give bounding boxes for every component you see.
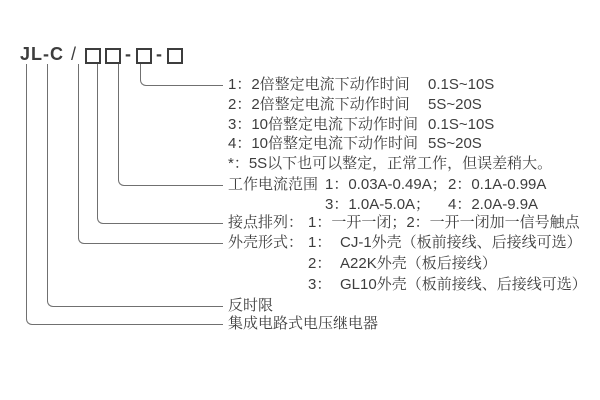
time-code-range: 0.1S~10S xyxy=(428,76,495,93)
current-range-label: 工作电流范围 xyxy=(228,176,319,193)
contacts-label: 接点排列： xyxy=(228,214,304,231)
time-code-row-2 xyxy=(228,95,482,115)
inverse-time-label: 反时限 xyxy=(228,297,274,314)
model-dash-separator-2: - xyxy=(156,44,164,64)
enclosure-option-desc: GL10外壳（板前接线、后接线可选） xyxy=(340,276,587,293)
contacts-row xyxy=(228,213,580,233)
model-placeholder-box-4 xyxy=(167,48,183,64)
model-slash-separator: / xyxy=(71,44,78,64)
enclosure-row-1 xyxy=(228,233,582,253)
enclosure-option-desc: A22K外壳（板后接线） xyxy=(340,255,497,272)
time-code-desc: 1：2倍整定电流下动作时间 xyxy=(228,76,410,93)
leader-line-time-code xyxy=(140,64,223,86)
time-code-row-3 xyxy=(228,115,495,135)
enclosure-option-num: 2： xyxy=(308,255,332,272)
model-prefix: JL-C xyxy=(20,44,64,64)
time-code-desc: 4：10倍整定电流下动作时间 xyxy=(228,135,419,152)
inverse-time-row xyxy=(228,296,273,316)
model-dash-separator-1: - xyxy=(125,44,133,64)
time-code-row-4 xyxy=(228,134,482,154)
enclosure-option-num: 3： xyxy=(308,276,332,293)
current-range-option-4: 4：2.0A-9.9A xyxy=(448,196,539,213)
time-code-desc: 2：2倍整定电流下动作时间 xyxy=(228,96,410,113)
time-code-note xyxy=(228,154,552,174)
time-code-range: 5S~20S xyxy=(428,135,482,152)
current-range-option-1: 1：0.03A-0.49A； xyxy=(325,176,447,193)
model-placeholder-box-1 xyxy=(85,48,101,64)
model-placeholder-box-2 xyxy=(105,48,121,64)
enclosure-option-desc: CJ-1外壳（板前接线、后接线可选） xyxy=(340,234,582,251)
time-code-row-1 xyxy=(228,75,495,95)
time-code-range: 0.1S~10S xyxy=(428,116,495,133)
product-type-label: 集成电路式电压继电器 xyxy=(228,315,379,332)
time-code-range: 5S~20S xyxy=(428,96,482,113)
current-range-option-2: 2：0.1A-0.99A xyxy=(448,176,547,193)
enclosure-label: 外壳形式： xyxy=(228,234,304,251)
time-code-desc: 3：10倍整定电流下动作时间 xyxy=(228,116,419,133)
contacts-options: 1：一开一闭；2：一开一闭加一信号触点 xyxy=(308,214,580,231)
enclosure-option-num: 1： xyxy=(308,234,332,251)
product-type-row xyxy=(228,314,378,334)
note-text: *：5S以下也可以整定，正常工作，但误差稍大。 xyxy=(228,155,553,172)
model-code xyxy=(20,44,185,65)
current-range-option-3: 3：1.0A-5.0A； xyxy=(325,196,431,213)
model-placeholder-box-3 xyxy=(136,48,152,64)
current-range-row-1 xyxy=(228,175,547,195)
